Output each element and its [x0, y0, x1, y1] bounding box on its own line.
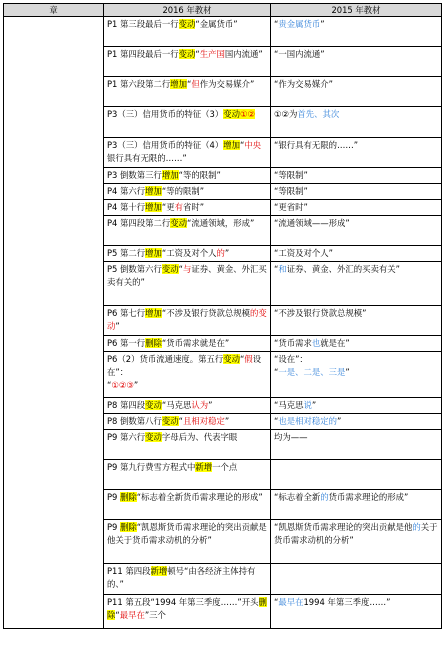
cell-2015	[271, 184, 442, 200]
cell-text: “工资及对个人”	[274, 248, 333, 258]
cell-text: 银行具有无限的……”	[107, 153, 187, 163]
cell-text: P1 第三段最后一行	[107, 19, 179, 29]
cell-text: “	[239, 140, 245, 150]
cell-text: “	[274, 597, 279, 607]
cell-text: P11 第五段“1994 年第三季度……”开头	[107, 597, 259, 607]
cell-2015	[271, 306, 442, 336]
cell-text: 设在”：	[107, 354, 262, 377]
marked-text: 且相对稳定	[183, 416, 225, 426]
cell-text: “金属货币”	[195, 19, 238, 29]
cell-text: ”	[336, 416, 342, 426]
cell-2015	[271, 168, 442, 184]
cell-text: ”	[208, 400, 213, 410]
cell-2015	[271, 107, 442, 138]
cell-text: “不涉及银行贷款总规模”	[274, 308, 367, 318]
cell-text: 1994 年第三季度……”	[303, 597, 391, 607]
comparison-table	[3, 3, 442, 629]
marked-text: 删除	[120, 522, 137, 532]
cell-text: “货币需求	[274, 338, 312, 348]
marked-text: 的变动	[107, 308, 267, 331]
cell-text: ”	[311, 400, 317, 410]
cell-text: “	[274, 367, 279, 377]
cell-2016	[104, 414, 271, 430]
cell-text: “等限制”	[274, 170, 308, 180]
cell-text: P4 第十行	[107, 202, 146, 212]
marked-text: ①②	[239, 109, 255, 119]
marked-text: 最早在	[278, 597, 304, 607]
marked-text: ①②③	[111, 380, 134, 390]
cell-text: P4 第六行	[107, 186, 146, 196]
cell-text: P6 第一行	[107, 338, 146, 348]
marked-text: 新增	[150, 566, 168, 576]
marked-text: 贵金属货币	[278, 19, 321, 29]
cell-text: “等的限制”	[161, 186, 205, 196]
cell-text: P9 第六行	[107, 432, 146, 442]
cell-2015	[271, 47, 442, 77]
marked-text: 认为	[191, 400, 209, 410]
cell-text: 关于货币需求动机的分析”	[274, 522, 438, 545]
cell-text: ”	[224, 248, 230, 258]
header-2016-edition: 2016 年教材	[104, 4, 271, 17]
cell-2016	[104, 595, 271, 629]
marked-text: 增	[223, 140, 232, 150]
header-chapter: 章	[4, 4, 104, 17]
cell-2016	[104, 336, 271, 352]
cell-text: P5 倒数第六行	[107, 264, 162, 274]
marked-text: 有	[174, 202, 184, 212]
marked-text: 新增	[195, 462, 213, 472]
marked-text: 说	[303, 400, 312, 410]
cell-text: 省时”	[183, 202, 205, 212]
cell-2015	[271, 138, 442, 168]
cell-text: P5 第二行	[107, 248, 146, 258]
cell-text: “流通领域——形成”	[274, 218, 350, 228]
cell-text: 字母后为、代表字眼	[161, 432, 238, 442]
marked-text: 变	[223, 109, 232, 119]
cell-text: 作为交易媒介”	[199, 79, 255, 89]
cell-text: “马克思	[161, 400, 192, 410]
cell-2016	[104, 168, 271, 184]
cell-2016	[104, 17, 271, 47]
cell-2015	[271, 398, 442, 414]
cell-text: “	[239, 354, 245, 364]
cell-text: 国内流通”	[224, 49, 263, 59]
cell-text: “更	[161, 202, 175, 212]
marked-text: 变动	[145, 400, 162, 410]
cell-text: 就是在”	[320, 338, 350, 348]
marked-text: 生产国	[199, 49, 225, 59]
cell-2016	[104, 430, 271, 460]
cell-text: P9	[107, 492, 121, 502]
cell-text: “作为交易媒介”	[274, 79, 333, 89]
cell-text: ①②为	[274, 109, 298, 119]
marked-text: 和	[278, 264, 287, 274]
marked-text: 的	[320, 492, 329, 502]
cell-2016	[104, 262, 271, 306]
header-2015-edition: 2015 年教材	[271, 4, 442, 17]
marked-text: 但	[191, 79, 200, 89]
cell-2016	[104, 306, 271, 336]
cell-text: P8 倒数第八行	[107, 416, 162, 426]
marked-text: 增加	[170, 79, 188, 89]
cell-2015	[271, 200, 442, 216]
cell-text: 顿号“由各经济主体持有的、”	[107, 566, 256, 589]
marked-text: 删除	[120, 492, 137, 502]
cell-text: P11 第四段	[107, 566, 151, 576]
cell-text: “标志着全新	[274, 492, 321, 502]
marked-text: 也	[311, 338, 321, 348]
cell-text: “凯恩斯货币需求理论的突出贡献是他	[274, 522, 413, 532]
cell-text: 货币需求理论的形成”	[328, 492, 409, 502]
cell-text: “设在”：	[274, 354, 308, 364]
cell-text: P3（三）信用货币的特征（4）	[107, 140, 224, 150]
cell-2015	[271, 336, 442, 352]
marked-text: 变动	[178, 49, 196, 59]
cell-2015	[271, 77, 442, 107]
marked-text: 一是、二是、三是	[278, 367, 346, 377]
cell-text: “	[274, 416, 279, 426]
marked-text: 的	[216, 248, 225, 258]
marked-text: 动	[231, 109, 240, 119]
marked-text: 也是相对稳定的	[278, 416, 337, 426]
cell-2016	[104, 216, 271, 246]
cell-2015	[271, 564, 442, 595]
cell-2015	[271, 430, 442, 460]
cell-2015	[271, 490, 442, 520]
cell-text: 证券、黄金、外汇的买卖有关”	[286, 264, 400, 274]
marked-text: 的	[412, 522, 421, 532]
cell-text: “	[115, 610, 120, 620]
marked-text: 最早在	[119, 610, 145, 620]
cell-text: “马克思	[274, 400, 304, 410]
marked-text: 首先、其次	[297, 109, 340, 119]
cell-text: P3 倒数第三行	[107, 170, 162, 180]
cell-text: ”三个	[144, 610, 166, 620]
cell-text: ”	[320, 19, 325, 29]
cell-2016	[104, 460, 271, 490]
cell-text: “	[178, 416, 184, 426]
cell-text: “流通领域，形成”	[187, 218, 255, 228]
cell-text: 均为——	[274, 432, 308, 442]
cell-2015	[271, 460, 442, 490]
cell-text: “银行具有无限的……”	[274, 140, 359, 150]
cell-text: ”	[224, 416, 230, 426]
cell-2015	[271, 414, 442, 430]
table-row	[4, 17, 442, 47]
cell-text: 一个点	[212, 462, 238, 472]
cell-text: “一国内流通”	[274, 49, 325, 59]
cell-2015	[271, 520, 442, 564]
cell-2015	[271, 17, 442, 47]
cell-text: “等限制”	[274, 186, 308, 196]
cell-text: “标志着全新货币需求理论的形成”	[136, 492, 263, 502]
cell-text: P8 第四段	[107, 400, 146, 410]
marked-text: 增加	[145, 248, 162, 258]
cell-text: P4 第四段第二行	[107, 218, 171, 228]
marked-text: 假	[244, 354, 253, 364]
cell-2015	[271, 246, 442, 262]
cell-text: “凯恩斯货币需求理论的突出贡献是他关于货币需求动机的分析”	[107, 522, 267, 545]
cell-2015	[271, 216, 442, 246]
marked-text: 变	[223, 354, 232, 364]
cell-text: P9 第九行费雪方程式中	[107, 462, 196, 472]
cell-2016	[104, 77, 271, 107]
cell-text: P6（2）货币流通速度。第五行	[107, 354, 224, 364]
marked-text: 与	[183, 264, 192, 274]
marked-text: 动	[231, 354, 240, 364]
cell-2015	[271, 595, 442, 629]
cell-2015	[271, 352, 442, 398]
cell-2016	[104, 138, 271, 168]
chapter-label	[4, 17, 104, 629]
cell-text: P1 第四段最后一行	[107, 49, 179, 59]
cell-text: “	[274, 264, 279, 274]
cell-text: “	[187, 79, 192, 89]
cell-text: ”	[133, 380, 139, 390]
table-body	[4, 17, 442, 629]
cell-2016	[104, 200, 271, 216]
cell-text: “	[107, 380, 112, 390]
cell-2016	[104, 352, 271, 398]
marked-text: 变动	[145, 432, 162, 442]
cell-2016	[104, 520, 271, 564]
cell-text: “	[178, 264, 184, 274]
cell-text: P3（三）信用货币的特征（3）	[107, 109, 224, 119]
marked-text: 删除	[145, 338, 162, 348]
cell-text: “货币需求就是在”	[161, 338, 230, 348]
cell-2016	[104, 47, 271, 77]
cell-2016	[104, 107, 271, 138]
cell-text: ”	[115, 321, 120, 331]
cell-text: “更省时”	[274, 202, 308, 212]
marked-text: 增加	[145, 186, 162, 196]
cell-text: ”	[345, 367, 350, 377]
cell-text: P9	[107, 522, 121, 532]
marked-text: 增加	[161, 170, 179, 180]
marked-text: 增加	[145, 308, 162, 318]
cell-text: P1 第六段第二行	[107, 79, 171, 89]
marked-text: 加	[231, 140, 240, 150]
cell-text: “等的限制”	[178, 170, 221, 180]
cell-text: “	[195, 49, 200, 59]
cell-2016	[104, 398, 271, 414]
marked-text: 删除	[107, 597, 267, 620]
marked-text: 变动	[161, 264, 179, 274]
cell-2016	[104, 184, 271, 200]
cell-text: “工资及对个人	[161, 248, 217, 258]
marked-text: 变动	[161, 416, 179, 426]
cell-text: “不涉及银行贷款总规模	[161, 308, 251, 318]
cell-2015	[271, 262, 442, 306]
cell-text: 证券、黄金、外汇买卖有关的”	[107, 264, 267, 287]
cell-2016	[104, 564, 271, 595]
marked-text: 变动	[170, 218, 188, 228]
header-row	[4, 4, 442, 17]
cell-2016	[104, 490, 271, 520]
cell-text: “	[274, 19, 279, 29]
cell-2016	[104, 246, 271, 262]
marked-text: 增加	[145, 202, 162, 212]
marked-text: 中央	[244, 140, 262, 150]
cell-text: P6 第七行	[107, 308, 146, 318]
marked-text: 变动	[178, 19, 196, 29]
